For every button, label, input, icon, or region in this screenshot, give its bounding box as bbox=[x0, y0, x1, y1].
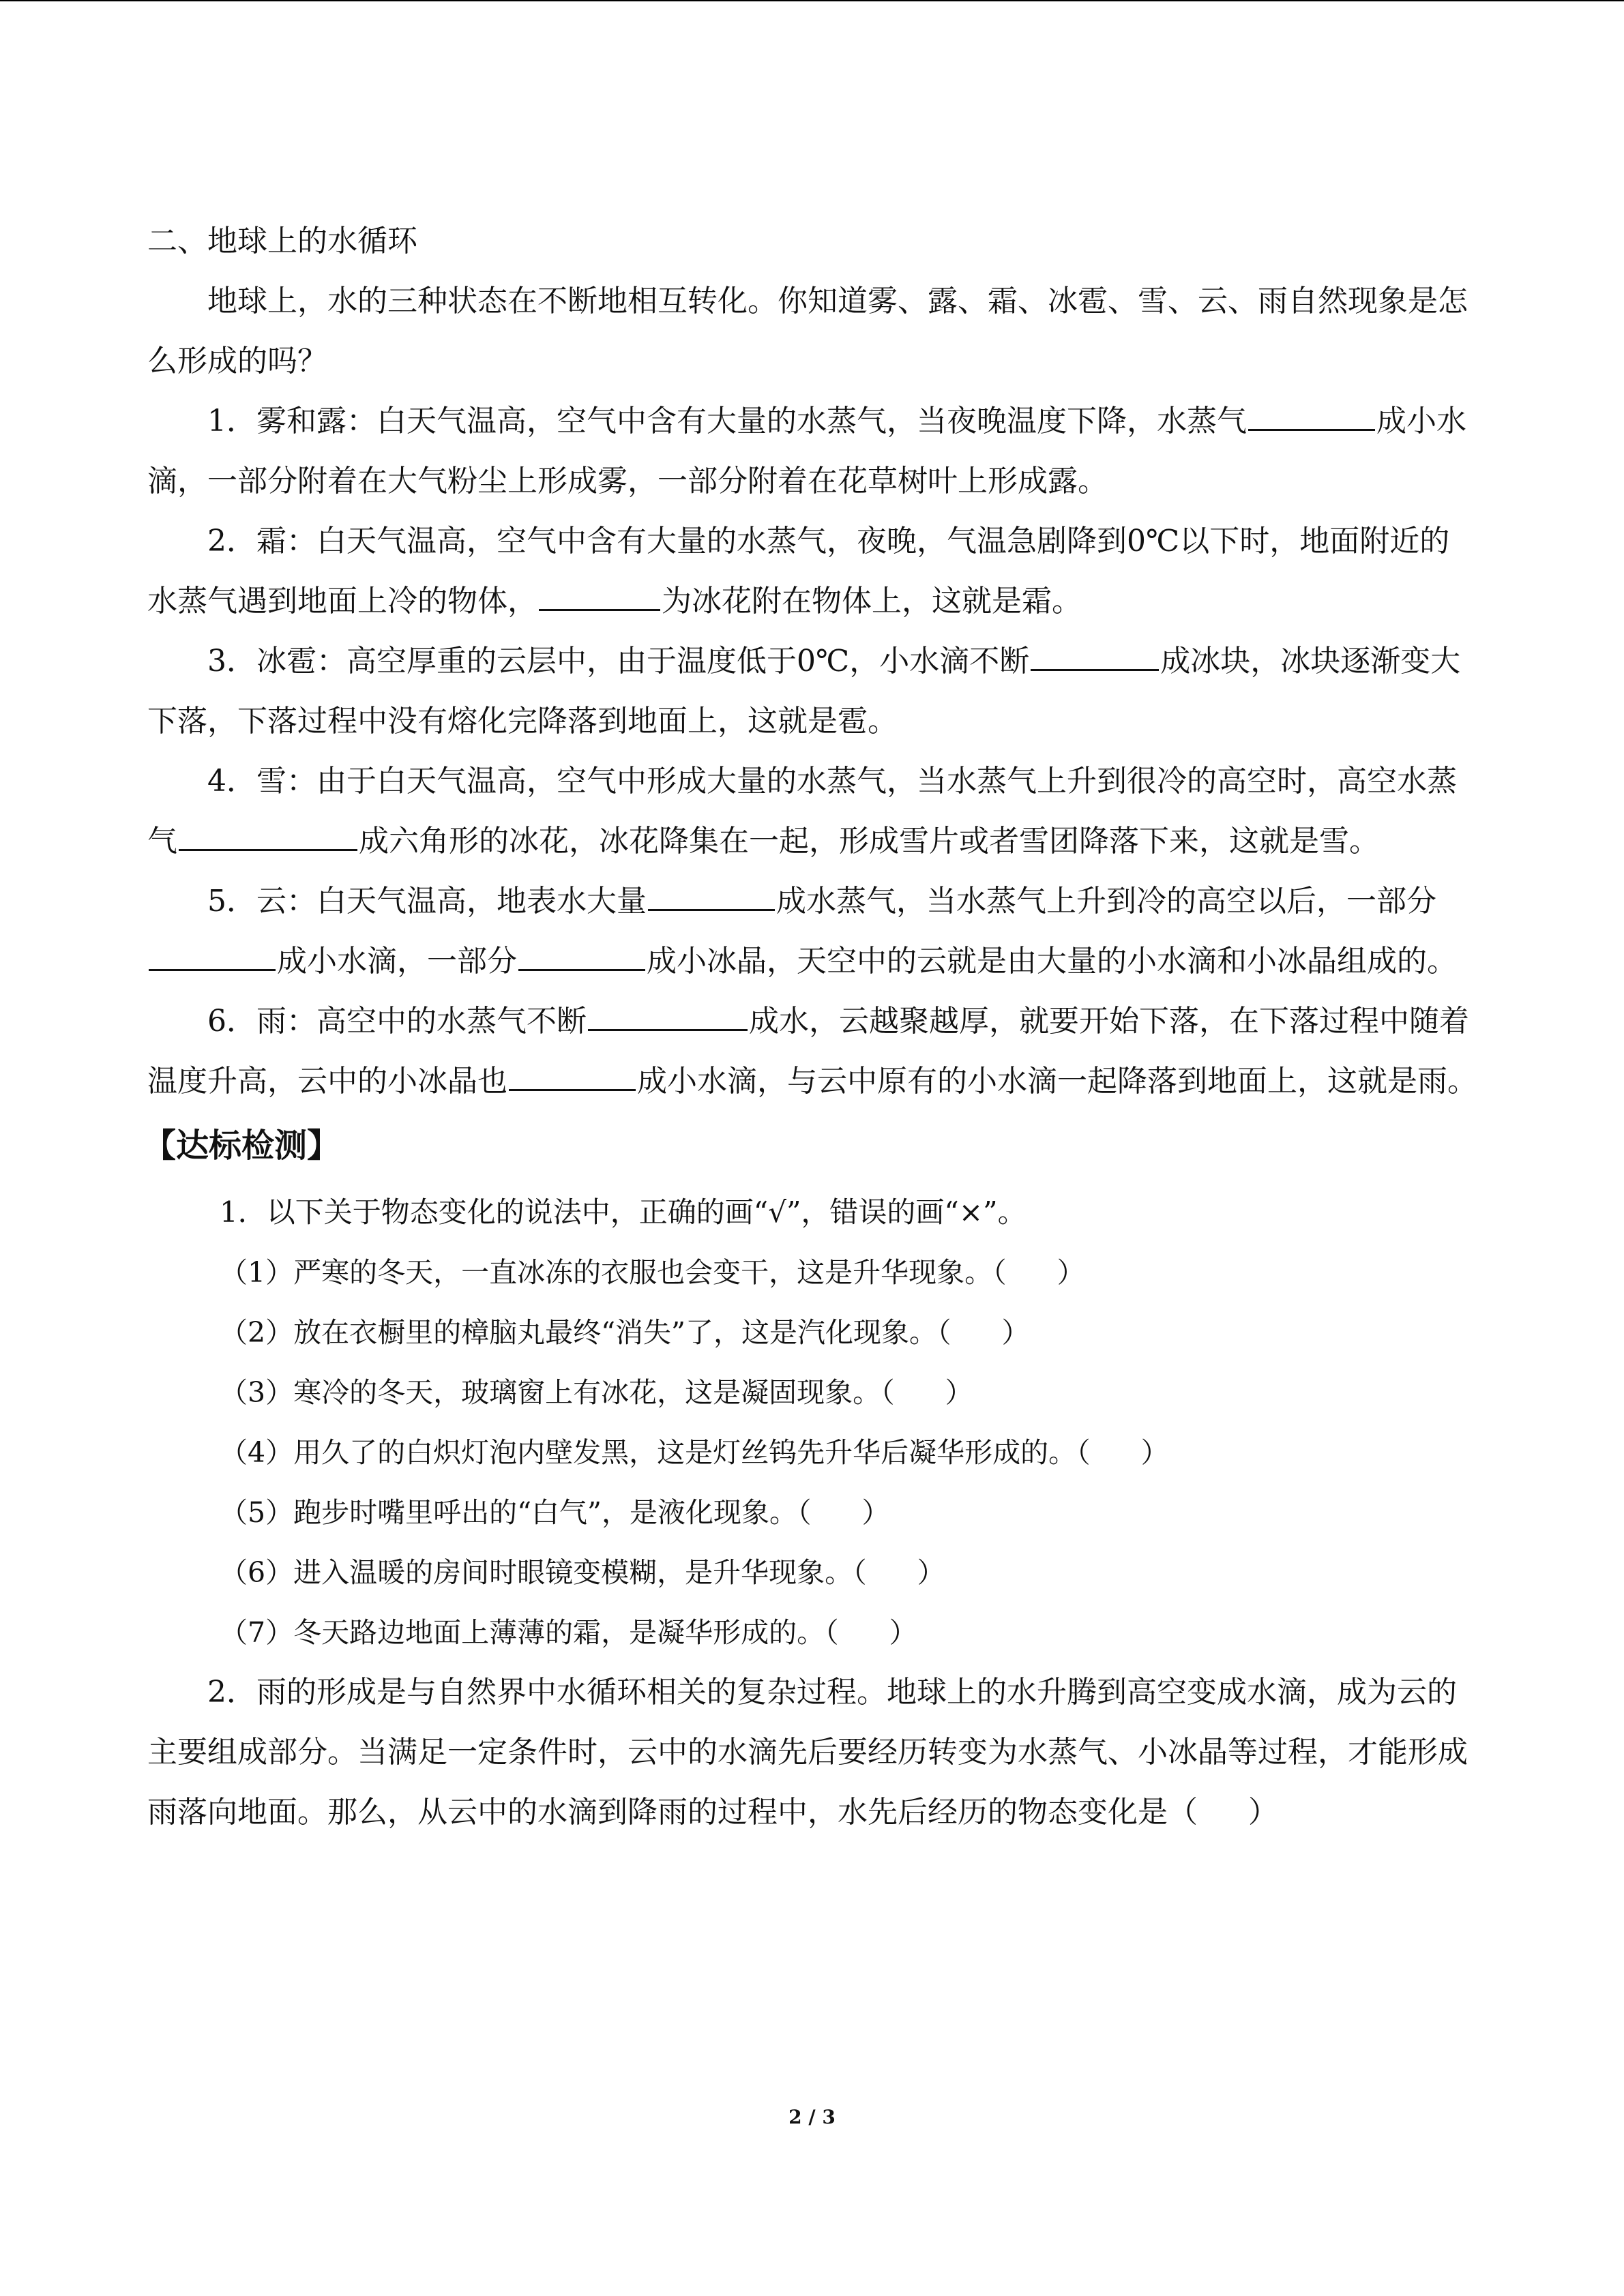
cloud-paragraph: 5．云：白天气温高，地表水大量 成水蒸气，当水蒸气上升到冷的高空以后，一部分成小水滴，一部分 成小冰晶，天空中的云就是由大量的小水滴和小冰晶组成的。 bbox=[147, 871, 1477, 992]
question-1-item: （4）用久了的白炽灯泡内壁发黑，这是灯丝钨先升华后凝华形成的。（ ） bbox=[220, 1436, 1169, 1469]
answer-blank[interactable] bbox=[588, 1002, 748, 1031]
intro-paragraph: 地球上，水的三种状态在不断地相互转化。你知道雾、露、霜、冰雹、雪、云、雨自然现象是怎么形成的吗？ bbox=[147, 284, 1468, 378]
test-heading: 【达标检测】 bbox=[143, 1127, 340, 1165]
question-1-item: （6）进入温暖的房间时眼镜变模糊，是升华现象。（ ） bbox=[220, 1556, 945, 1589]
hail-paragraph: 3．冰雹：高空厚重的云层中，由于温度低于0℃，小水滴不断 成冰块，冰块逐渐变大下落，下落过程中没有熔化完降落到地面上，这就是雹。 bbox=[147, 631, 1477, 751]
section-title: 二、地球上的水循环 bbox=[147, 224, 417, 258]
answer-blank[interactable] bbox=[648, 882, 775, 911]
answer-blank[interactable] bbox=[539, 582, 660, 611]
page-number: 2 / 3 bbox=[788, 2106, 836, 2128]
answer-blank[interactable] bbox=[509, 1062, 636, 1091]
answer-blank[interactable] bbox=[1031, 642, 1159, 671]
answer-blank[interactable] bbox=[179, 822, 357, 851]
question-2-paragraph: 2．雨的形成是与自然界中水循环相关的复杂过程。地球上的水升腾到高空变成水滴，成为云的主要组成部分。当满足一定条件时，云中的水滴先后要经历转变为水蒸气、小冰晶等过程，才能形成雨落向地面。那么，从云中的水滴到降雨的过程中，水先后经历的物态变化是（ ） bbox=[147, 1675, 1468, 1830]
question-1-item: （5）跑步时嘴里呼出的“白气”，是液化现象。（ ） bbox=[220, 1496, 890, 1529]
top-border bbox=[0, 0, 1624, 1]
question-1-item: （1）严寒的冬天，一直冰冻的衣服也会变干，这是升华现象。（ ） bbox=[220, 1256, 1085, 1289]
answer-blank[interactable] bbox=[1248, 402, 1375, 431]
fog-dew-paragraph: 1．雾和露：白天气温高，空气中含有大量的水蒸气，当夜晚温度下降，水蒸气 成小水滴，一部分附着在大气粉尘上形成雾，一部分附着在花草树叶上形成露。 bbox=[147, 391, 1477, 511]
content-body bbox=[143, 211, 1477, 1843]
question-1-item: （2）放在衣橱里的樟脑丸最终“消失”了，这是汽化现象。（ ） bbox=[220, 1316, 1030, 1349]
question-1-title: 1．以下关于物态变化的说法中，正确的画“√”，错误的画“×”。 bbox=[220, 1195, 1027, 1229]
answer-blank[interactable] bbox=[518, 942, 645, 971]
question-1-item: （3）寒冷的冬天，玻璃窗上有冰花，这是凝固现象。（ ） bbox=[220, 1376, 973, 1409]
snow-paragraph: 4．雪：由于白天气温高，空气中形成大量的水蒸气，当水蒸气上升到很冷的高空时，高空水蒸气 成六角形的冰花，冰花降集在一起，形成雪片或者雪团降落下来，这就是雪。 bbox=[147, 764, 1457, 859]
question-1-item: （7）冬天路边地面上薄薄的霜，是凝华形成的。（ ） bbox=[220, 1616, 917, 1649]
answer-blank[interactable] bbox=[149, 942, 276, 971]
rain-paragraph: 6．雨：高空中的水蒸气不断 成水，云越聚越厚，就要开始下落，在下落过程中随着温度升高，云中的小冰晶也 成小水滴，与云中原有的小水滴一起降落到地面上，这就是雨。 bbox=[147, 992, 1477, 1112]
frost-paragraph: 2．霜：白天气温高，空气中含有大量的水蒸气，夜晚，气温急剧降到0℃以下时，地面附近的水蒸气遇到地面上冷的物体， 为冰花附在物体上，这就是霜。 bbox=[147, 524, 1450, 618]
